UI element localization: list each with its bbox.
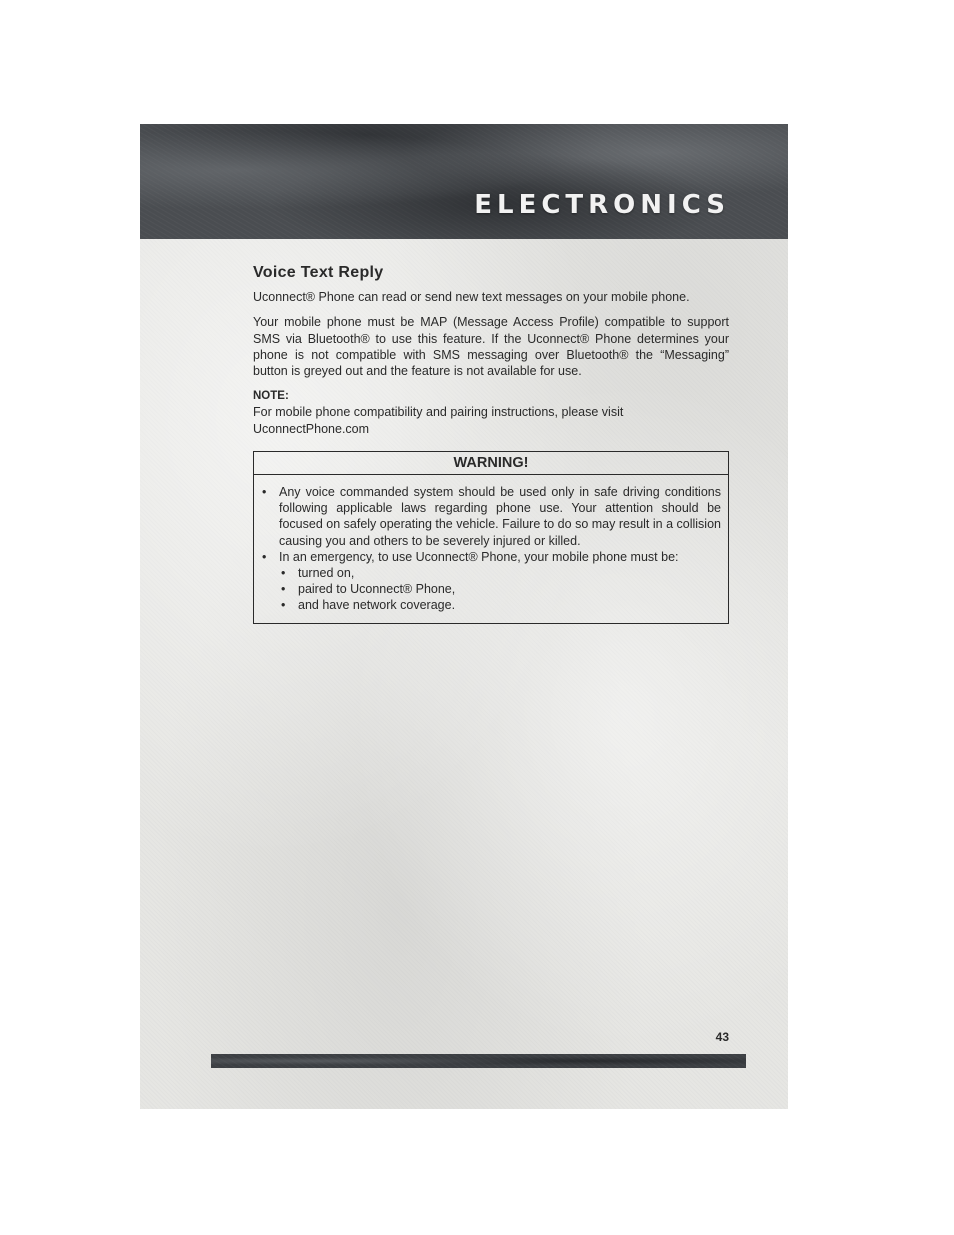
manual-page <box>140 124 788 1109</box>
page-number: 43 <box>715 1030 729 1044</box>
warning-sub-item: • and have network coverage. <box>279 597 721 613</box>
footer-band <box>211 1054 746 1068</box>
note-label: NOTE: <box>253 390 289 403</box>
header-band <box>140 124 788 239</box>
note-block <box>253 388 729 437</box>
warning-body <box>254 475 728 623</box>
warning-sub-list <box>279 565 721 614</box>
intro-paragraph: Uconnect® Phone can read or send new text messages on your mobile phone. <box>253 290 690 305</box>
compatibility-paragraph: Your mobile phone must be MAP (Message Access Profile) compatible to support SMS via Bluetooth® to use this feature. If the Uconnect® Phone determines your phone is not compatible with SMS messaging over Bluetooth® the “Messaging” button is greyed out and the feature is not available for use. <box>253 315 729 379</box>
warning-list <box>260 484 721 614</box>
warning-title: WARNING! <box>254 452 728 475</box>
warning-bullet <box>260 549 721 614</box>
warning-box <box>253 451 729 624</box>
warning-sub-item: • paired to Uconnect® Phone, <box>279 581 721 597</box>
page-content <box>253 265 729 624</box>
warning-bullet-text: Any voice commanded system should be used only in safe driving conditions following applicable laws regarding phone use. Your attention should be focused on safely operating the vehicle. Failure to do so may result in a collision causing you and others to be severely injured or killed. <box>279 485 721 548</box>
note-text <box>253 404 729 436</box>
warning-bullet-text: In an emergency, to use Uconnect® Phone, your mobile phone must be: <box>279 549 679 564</box>
note-body: For mobile phone compatibility and pairing instructions, please visit <box>253 405 624 420</box>
section-heading: Voice Text Reply <box>253 264 384 281</box>
warning-sub-item: • turned on, <box>279 565 721 581</box>
warning-bullet <box>260 484 721 549</box>
note-link: UconnectPhone.com <box>253 421 370 436</box>
section-title: ELECTRONICS <box>474 190 730 220</box>
